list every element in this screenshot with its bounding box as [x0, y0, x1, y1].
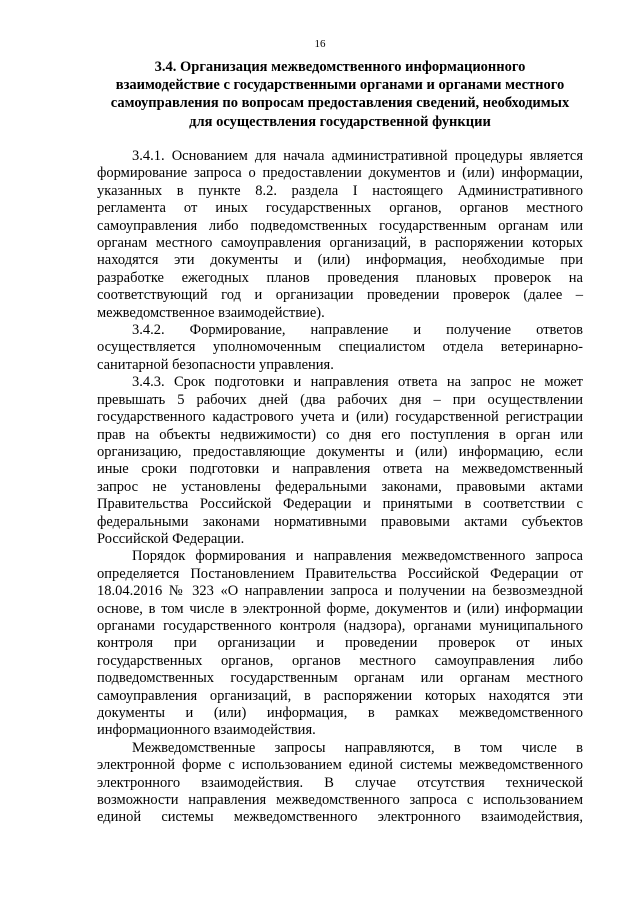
paragraph-line: информационного взаимодействия. — [97, 722, 316, 739]
paragraph-line: основе, в том числе в электронной форме, документов и (или) информации — [97, 600, 583, 617]
paragraph-line: 3.4.2. Формирование, направление и получение ответов — [132, 322, 583, 339]
paragraph-line: организацию, предоставляющие документы и (или) информацию, если — [97, 443, 583, 460]
paragraph-line: самоуправления организаций, в распоряжении которых находятся эти — [97, 687, 583, 704]
paragraph-line: формирование запроса о предоставлении документов и (или) информации, — [97, 165, 583, 182]
paragraph-line: Правительства Российской Федерации и принятыми в соответствии с — [97, 496, 583, 513]
paragraph-line: превышать 5 рабочих дней (два рабочих дня – при осуществлении — [97, 391, 583, 408]
paragraph-line: Российской Федерации. — [97, 530, 245, 547]
paragraph-line: государственных органов, органов местного самоуправления либо — [97, 652, 583, 669]
paragraph-line: находятся эти документы и (или) информация, необходимые при — [97, 252, 583, 269]
paragraph-line: самоуправления либо подведомственных государственным органам или — [97, 217, 583, 234]
paragraph-line: единой системы межведомственного электронного взаимодействия, — [97, 809, 583, 826]
paragraph-line: федеральными законами нормативными правовыми актами субъектов — [97, 513, 583, 530]
paragraph-line: прав на объекты недвижимости) со дня его поступления в орган или — [97, 426, 583, 443]
paragraph-line: иные сроки подготовки и направления ответа на межведомственный — [97, 461, 583, 478]
paragraph-line: осуществляется уполномоченным специалистом отдела ветеринарно- — [97, 339, 583, 356]
paragraph-line: указанных в пункте 8.2. раздела I настоящего Административного — [97, 182, 583, 199]
paragraph-line: Порядок формирования и направления межведомственного запроса — [132, 548, 583, 565]
paragraph-line: электронной форме с использованием единой системы межведомственного — [97, 757, 583, 774]
paragraph-line: санитарной безопасности управления. — [97, 356, 334, 373]
paragraph-line: Межведомственные запросы направляются, в том числе в — [132, 739, 583, 756]
paragraph-line: возможности направления межведомственного запроса с использованием — [97, 792, 583, 809]
heading-line: взаимодействие с государственными органами и органами местного — [115, 77, 565, 94]
heading-line: для осуществления государственной функции — [189, 113, 491, 130]
paragraph-line: государственного кадастрового учета и (или) государственной регистрации — [97, 409, 583, 426]
paragraph-line: 3.4.1. Основанием для начала административной процедуры является — [132, 148, 583, 164]
paragraph-line: контроля при организации и проведении проверок от иных — [97, 635, 583, 652]
heading-line: самоуправления по вопросам предоставления сведений, необходимых — [110, 95, 570, 112]
paragraph-line: запрос не установлены федеральными законами, правовыми актами — [97, 478, 583, 495]
paragraph-line: определяется Постановлением Правительства Российской Федерации от — [97, 565, 583, 582]
paragraph-line: органам местного самоуправления организаций, в распоряжении которых — [97, 235, 583, 252]
paragraph-line: 18.04.2016 № 323 «О направлении запроса и получении на безвозмездной — [97, 583, 583, 600]
paragraph-line: 3.4.3. Срок подготовки и направления ответа на запрос не может — [132, 374, 583, 391]
paragraph-line: регламента от иных государственных органов, органов местного — [97, 200, 583, 217]
paragraph-line: документы и (или) информация, в рамках межведомственного — [97, 705, 583, 721]
paragraph-line: межведомственное взаимодействие). — [97, 304, 325, 321]
page-number: 16 — [314, 38, 326, 50]
paragraph-line: электронного взаимодействия. В случае отсутствия технической — [97, 774, 583, 791]
paragraph-line: органами государственного контроля (надзора), органами муниципального — [97, 617, 583, 634]
heading-line: 3.4. Организация межведомственного информационного — [154, 59, 526, 75]
paragraph-line: подведомственных государственным органам или органам местного — [97, 670, 583, 687]
paragraph-line: соответствующий год и организации проведении проверок (далее – — [97, 287, 583, 304]
section-heading — [100, 58, 580, 131]
paragraph-line: разработке ежегодных планов проведения плановых проверок на — [97, 269, 583, 286]
body-text — [97, 148, 583, 827]
